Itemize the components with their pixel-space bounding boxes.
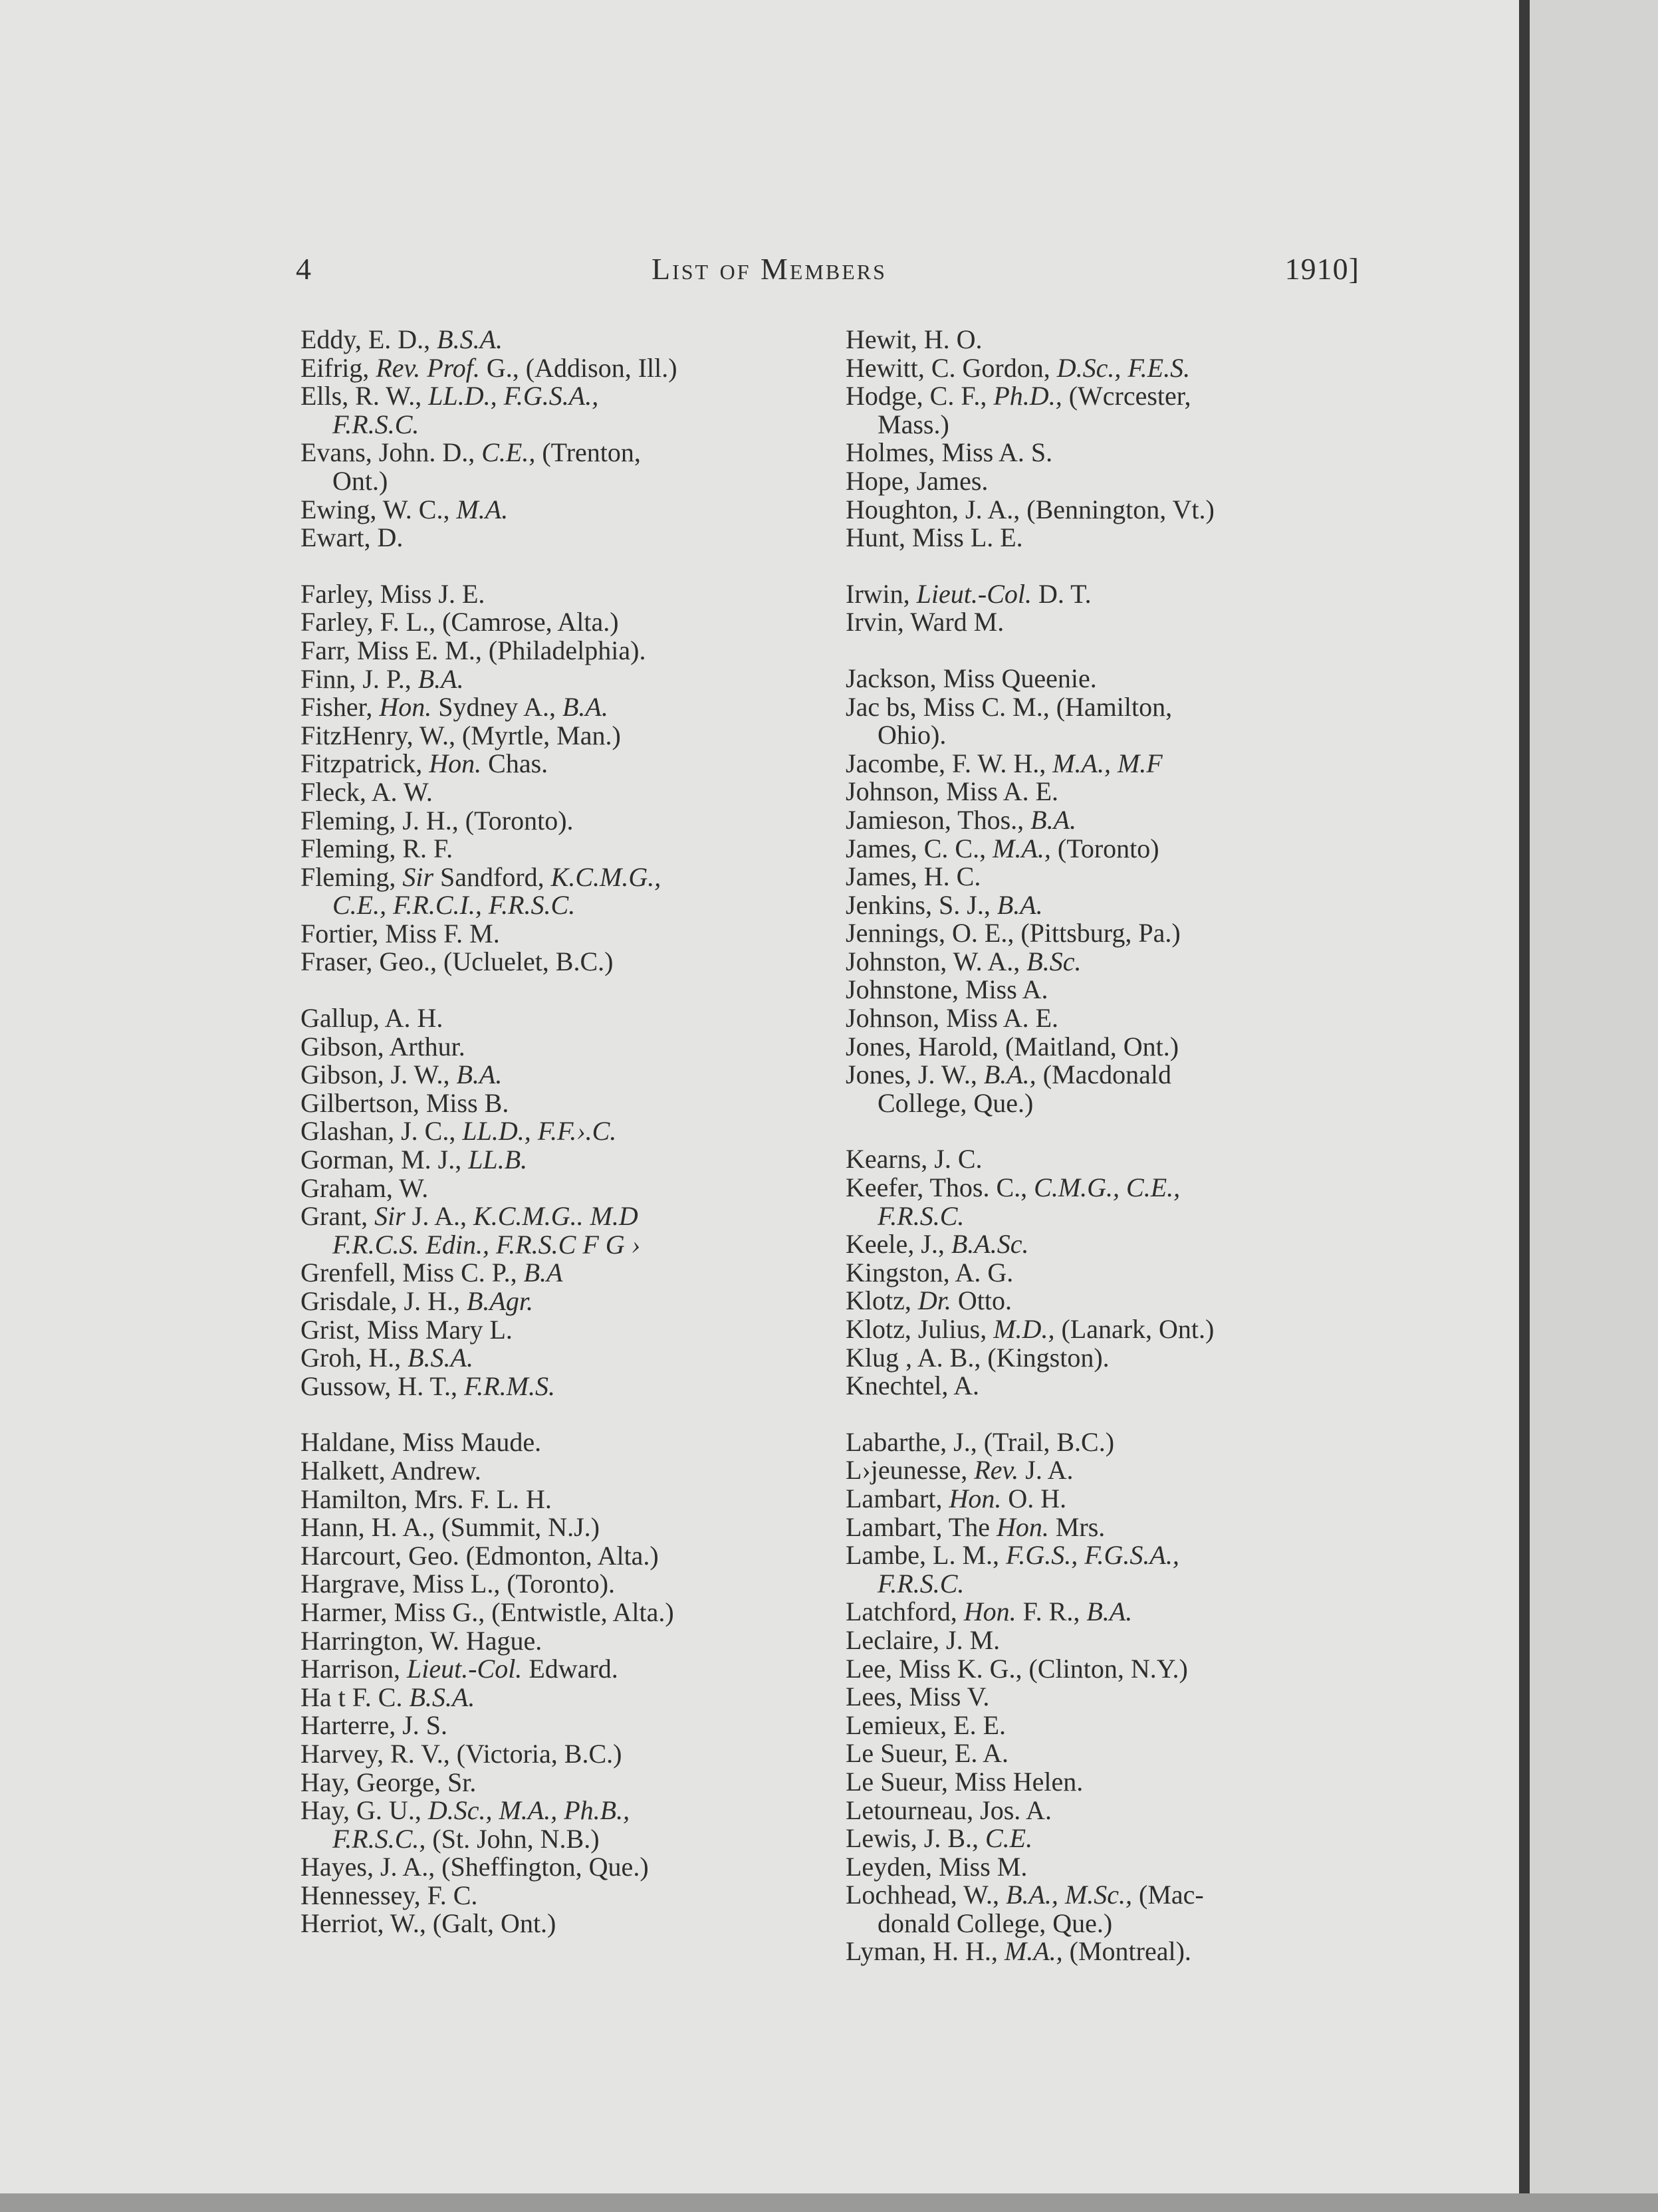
member-entry-continuation: F.R.S.C., (St. John, N.B.) — [332, 1823, 600, 1854]
member-entry: Gallup, A. H. — [300, 1003, 443, 1034]
member-entry: Johnson, Miss A. E. — [846, 1003, 1059, 1034]
member-entry-continuation: donald College, Que.) — [878, 1908, 1113, 1938]
member-entry: Ewing, W. C., M.A. — [300, 494, 509, 524]
member-entry: Keefer, Thos. C., C.M.G., C.E., F.R.S.C. — [846, 1174, 1364, 1230]
section-spacer — [846, 1400, 1364, 1428]
member-entry: Lambe, L. M., F.G.S., F.G.S.A., F.R.S.C. — [846, 1541, 1364, 1598]
member-entry: Gorman, M. J., LL.B. — [300, 1145, 528, 1175]
member-entry: Hay, G. U., D.Sc., M.A., Ph.B., F.R.S.C., (St. John, N.B.) — [300, 1797, 806, 1853]
member-entry: Fortier, Miss F. M. — [300, 918, 500, 948]
member-entry: Hewit, H. O. — [846, 324, 983, 354]
running-header — [296, 251, 1360, 291]
member-entry: Keele, J., B.A.Sc. — [846, 1229, 1029, 1260]
member-entry: Jackson, Miss Queenie. — [846, 663, 1097, 693]
member-entry: FitzHenry, W., (Myrtle, Man.) — [300, 720, 621, 750]
section-spacer — [300, 1400, 806, 1428]
member-entry-continuation: F.R.S.C. — [332, 409, 419, 439]
member-entry: Jamieson, Thos., B.A. — [846, 804, 1077, 835]
member-entry-continuation: F.R.S.C. — [878, 1568, 965, 1599]
member-entry: L›jeunesse, Rev. J. A. — [846, 1455, 1074, 1486]
member-entry: Fleck, A. W. — [300, 776, 433, 807]
member-entry: Gussow, H. T., F.R.M.S. — [300, 1371, 555, 1401]
section-spacer — [300, 552, 806, 580]
member-entry: Jac bs, Miss C. M., (Hamilton, Ohio). — [846, 693, 1364, 750]
member-entry: Klotz, Julius, M.D., (Lanark, Ont.) — [846, 1314, 1215, 1344]
bottom-page-edge — [0, 2193, 1658, 2212]
member-entry: Kingston, A. G. — [846, 1257, 1014, 1287]
member-entry: Gibson, Arthur. — [300, 1031, 465, 1061]
member-entry: James, C. C., M.A., (Toronto) — [846, 833, 1159, 863]
member-entry-continuation: Mass.) — [878, 409, 949, 439]
member-entry: Evans, John. D., C.E., (Trenton, Ont.) — [300, 439, 806, 495]
member-entry: Leclaire, J. M. — [846, 1624, 1001, 1655]
member-entry: Harmer, Miss G., (Entwistle, Alta.) — [300, 1597, 674, 1627]
member-entry-continuation: C.E., F.R.C.I., F.R.S.C. — [332, 890, 576, 921]
background-beyond-page — [1530, 0, 1658, 2212]
member-entry: Fraser, Geo., (Ucluelet, B.C.) — [300, 946, 614, 977]
member-entry: Fleming, J. H., (Toronto). — [300, 805, 574, 835]
page-title: List of Members — [651, 252, 887, 286]
member-entry: Hann, H. A., (Summit, N.J.) — [300, 1512, 600, 1543]
section-spacer — [846, 552, 1364, 580]
member-entry: Hargrave, Miss L., (Toronto). — [300, 1569, 616, 1599]
member-entry: Eddy, E. D., B.S.A. — [300, 324, 503, 354]
member-entry: Hodge, C. F., Ph.D., (Wcrcester, Mass.) — [846, 382, 1364, 439]
member-entry: Hunt, Miss L. E. — [846, 522, 1023, 553]
member-entry: Knechtel, A. — [846, 1371, 980, 1401]
member-entry: Finn, J. P., B.A. — [300, 663, 464, 694]
member-entry: Hay, George, Sr. — [300, 1767, 477, 1797]
section-spacer — [846, 1117, 1364, 1145]
member-entry: Gibson, J. W., B.A. — [300, 1059, 503, 1090]
member-entry: Graham, W. — [300, 1172, 429, 1203]
member-entry: Johnstone, Miss A. — [846, 974, 1048, 1005]
header-year: 1910] — [1284, 252, 1360, 286]
member-entry: Harrington, W. Hague. — [300, 1625, 542, 1656]
member-entry-continuation: F.R.S.C. — [878, 1200, 965, 1231]
member-entry: Kearns, J. C. — [846, 1144, 983, 1174]
member-entry: Lewis, J. B., C.E. — [846, 1823, 1033, 1854]
book-spine-edge — [1519, 0, 1530, 2212]
member-entry: Irwin, Lieut.-Col. D. T. — [846, 578, 1092, 609]
member-entry: Ha t F. C. B.S.A. — [300, 1682, 475, 1712]
member-entry: Harvey, R. V., (Victoria, B.C.) — [300, 1738, 622, 1769]
member-entry: Harterre, J. S. — [300, 1710, 448, 1741]
member-entry: Lambart, The Hon. Mrs. — [846, 1511, 1106, 1542]
member-entry: Herriot, W., (Galt, Ont.) — [300, 1908, 556, 1939]
member-entry: Lee, Miss K. G., (Clinton, N.Y.) — [846, 1653, 1188, 1684]
member-entry: Grisdale, J. H., B.Agr. — [300, 1286, 533, 1316]
member-entry: Fisher, Hon. Sydney A., B.A. — [300, 692, 608, 722]
section-spacer — [300, 976, 806, 1004]
member-entry: Klug , A. B., (Kingston). — [846, 1342, 1110, 1373]
member-entry: Fitzpatrick, Hon. Chas. — [300, 748, 548, 779]
page-number: 4 — [296, 252, 312, 286]
member-entry-continuation: Ohio). — [878, 720, 947, 750]
member-entry: Harrison, Lieut.-Col. Edward. — [300, 1654, 618, 1684]
member-entry: Grenfell, Miss C. P., B.A — [300, 1258, 563, 1288]
members-column-left — [300, 326, 806, 1938]
member-entry: Lochhead, W., B.A., M.Sc., (Mac- donald College, Que.) — [846, 1881, 1364, 1937]
member-entry: Lees, Miss V. — [846, 1682, 990, 1712]
member-entry: Farr, Miss E. M., (Philadelphia). — [300, 635, 646, 665]
member-entry: Fleming, Sir Sandford, K.C.M.G., C.E., F.R.C.I., F.R.S.C. — [300, 863, 806, 920]
member-entry: Hamilton, Mrs. F. L. H. — [300, 1484, 552, 1514]
member-entry: Jacombe, F. W. H., M.A., M.F — [846, 748, 1163, 778]
member-entry: Holmes, Miss A. S. — [846, 437, 1053, 468]
member-entry: Le Sueur, Miss Helen. — [846, 1766, 1084, 1797]
member-entry: Hennessey, F. C. — [300, 1880, 478, 1910]
member-entry: Jones, J. W., B.A., (Macdonald College, Que.) — [846, 1061, 1364, 1117]
section-spacer — [846, 637, 1364, 665]
member-entry: Letourneau, Jos. A. — [846, 1795, 1052, 1825]
member-entry: Latchford, Hon. F. R., B.A. — [846, 1597, 1133, 1627]
member-entry-continuation: F.R.C.S. Edin., F.R.S.C F G › — [332, 1229, 640, 1260]
member-entry: Lyman, H. H., M.A., (Montreal). — [846, 1936, 1191, 1967]
member-entry: Jennings, O. E., (Pittsburg, Pa.) — [846, 918, 1181, 948]
member-entry: Halkett, Andrew. — [300, 1455, 481, 1486]
member-entry: Glashan, J. C., LL.D., F.F.›.C. — [300, 1116, 617, 1147]
member-entry: Hope, James. — [846, 465, 989, 496]
member-entry: Groh, H., B.S.A. — [300, 1343, 473, 1373]
member-entry: Hayes, J. A., (Sheffington, Que.) — [300, 1852, 649, 1882]
member-entry: Irvin, Ward M. — [846, 607, 1005, 637]
member-entry: Lemieux, E. E. — [846, 1710, 1007, 1740]
member-entry: Johnston, W. A., B.Sc. — [846, 946, 1082, 976]
member-entry: Le Sueur, E. A. — [846, 1738, 1009, 1769]
member-entry: Jenkins, S. J., B.A. — [846, 889, 1043, 920]
member-entry: Grant, Sir J. A., K.C.M.G.. M.D F.R.C.S. Edin., F.R.S.C F G › — [300, 1202, 806, 1259]
member-entry: Fleming, R. F. — [300, 833, 453, 864]
member-entry: Haldane, Miss Maude. — [300, 1427, 542, 1458]
member-entry: Labarthe, J., (Trail, B.C.) — [846, 1426, 1115, 1457]
member-entry: Eifrig, Rev. Prof. G., (Addison, Ill.) — [300, 352, 677, 383]
member-entry: James, H. C. — [846, 861, 981, 892]
member-entry: Harcourt, Geo. (Edmonton, Alta.) — [300, 1540, 659, 1571]
member-entry: Lambart, Hon. O. H. — [846, 1483, 1067, 1513]
member-entry: Farley, Miss J. E. — [300, 578, 485, 609]
member-entry-continuation: College, Que.) — [878, 1087, 1034, 1118]
member-entry-continuation: Ont.) — [332, 465, 388, 496]
member-entry: Farley, F. L., (Camrose, Alta.) — [300, 607, 619, 637]
member-entry: Houghton, J. A., (Bennington, Vt.) — [846, 494, 1215, 524]
member-entry: Grist, Miss Mary L. — [300, 1314, 513, 1345]
member-entry: Johnson, Miss A. E. — [846, 776, 1059, 807]
member-entry: Gilbertson, Miss B. — [300, 1087, 509, 1118]
member-entry: Jones, Harold, (Maitland, Ont.) — [846, 1031, 1179, 1061]
members-column-right — [846, 326, 1364, 1966]
member-entry: Klotz, Dr. Otto. — [846, 1285, 1012, 1316]
member-entry: Ells, R. W., LL.D., F.G.S.A., F.R.S.C. — [300, 382, 806, 439]
member-entry: Ewart, D. — [300, 522, 404, 553]
member-entry: Leyden, Miss M. — [846, 1851, 1028, 1882]
member-entry: Hewitt, C. Gordon, D.Sc., F.E.S. — [846, 352, 1191, 383]
